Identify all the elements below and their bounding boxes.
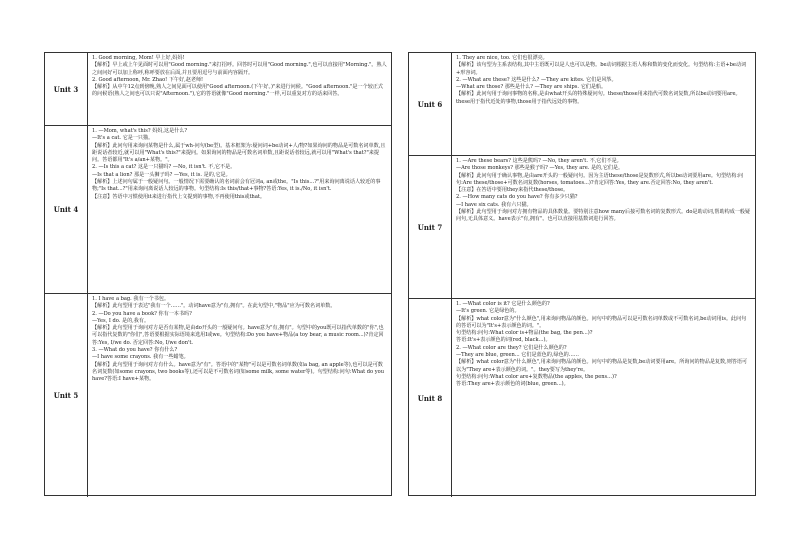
text-line: 【解析】what color意为"什么颜色",用来询问物品的颜色。问句中的物品可以是可数名词单数或不可数名词,be动词用is。此问句的答语可以为"It's+表示颜色的词。"。 bbox=[456, 315, 747, 329]
text-line: 答语:They are+表示颜色的词(blue, green...)。 bbox=[456, 381, 569, 388]
unit-label: Unit 5 bbox=[45, 294, 88, 497]
text-line: 1. Good morning, Mom! 早上好,妈妈! bbox=[92, 55, 185, 61]
text-line: —Yes, I do. 是的,我有。 bbox=[92, 317, 150, 324]
text-line: 句型结构:问句:What color are+复数物品(the apples, the pens...)? bbox=[456, 373, 617, 380]
unit-6-row bbox=[409, 53, 755, 156]
text-line: 【解析】此句型用于询问对方是否有某物,是由do开头的一般疑问句。have意为"有,拥有"。句型中的you既可以指代单数的"你",也可以指代复数的"你们",答语要根据实际语境来选用I或we。句型结构:Do you have+物品(a toy bear, a music room...)?肯定回答:Yes, I/we do. 否定回答:No, I/we don't. bbox=[92, 325, 384, 346]
unit-label: Unit 8 bbox=[409, 299, 452, 497]
text-line: 【解析】此问句用来询问某物是什么,属于wh-问句(be型)。基本框架为:疑问词+be动词+人/物?如果询问的物品是可数名词单数,且距说话者较近,就可以用"What's this?"来提问。如果询问的物品是可数名词单数,且距说话者较远,就可以用"What's that?"来提问。答语都用"It's a/an+某物。"。 bbox=[92, 142, 386, 164]
text-line: —I have some crayons. 我有一些蜡笔。 bbox=[92, 354, 189, 361]
text-line: 2. —What color are they? 它们是什么颜色的? bbox=[456, 344, 567, 351]
text-line: 1. They are nice, too. 它们也很漂亮。 bbox=[456, 55, 548, 61]
text-line: 【注意】答语中习惯使用it来进行指代上文提到的事物,不再使用this或that。 bbox=[92, 193, 265, 200]
text-line: 【解析】此问句用于确认事物,是由are开头的一般疑问句。因为主语these/those是复数形式,所以be动词要用are。句型结构:问句:Are these/those+可数名词复数(horses, tomatoes...)?肯定回答:Yes, they are.否定回答:No, they aren't. bbox=[456, 172, 744, 186]
text-line: 【解析】从中午12点到傍晚,熟人之间见面可以使用"Good afternoon.(下午好。)"来进行问候。"Good afternoon."是一个较正式的问候语(熟人之间也可以只说"Afternoon."),它的答语就像"Good morning."一样,可以重复对方的话来回答。 bbox=[92, 84, 383, 98]
text-line: 1. I have a bag. 我有一个书包。 bbox=[92, 296, 170, 302]
text-line: 【解析】此句型用于询问对方有什么。have意为"有"。答语中的"某物"可以是可数名词单数(如a bag, an apple等),也可以是可数名词复数(如some crayons, two books等),还可以是不可数名词(如some milk, some water等)。句型结构:问句:What do you have?答语:I have+某物。 bbox=[92, 361, 384, 383]
text-line: —Are those monkeys? 那些是猴子吗? —Yes, they are. 是的,它们是。 bbox=[456, 165, 624, 172]
unit-label: Unit 7 bbox=[409, 156, 452, 298]
unit-3-row bbox=[45, 53, 391, 126]
text-line: 【解析】此句型用于询问对方拥有物品的具体数量。要特别注意how many后接可数名词的复数形式。do是助动词,帮助构成一般疑问句,无具体意义。have表示"有,拥有"。也可以直接用基数词进行回答。 bbox=[456, 209, 751, 223]
unit-content bbox=[88, 126, 391, 293]
unit-content bbox=[452, 53, 755, 155]
unit-7-row bbox=[409, 156, 755, 299]
unit-label: Unit 6 bbox=[409, 53, 452, 155]
unit-label: Unit 4 bbox=[45, 126, 88, 293]
unit-content bbox=[88, 53, 391, 125]
text-line: 1. —Mom, what's this? 妈妈,这是什么? bbox=[92, 128, 188, 134]
unit-content bbox=[88, 294, 391, 497]
text-line: —It's a cat. 它是一只猫。 bbox=[92, 135, 154, 142]
worksheet-page bbox=[44, 52, 756, 496]
text-line: 2. —What are these? 这些是什么? —They are kites. 它们是风筝。 bbox=[456, 76, 617, 83]
text-line: 1. —What color is it? 它是什么颜色的? bbox=[456, 301, 550, 307]
text-line: 【解析】上述问句属于一般疑问句。一般情况下需要确认的名词前会有冠词a, an或the。"Is this...?"用来询问离说话人较近的事物;"Is that...?"用来询问离说话人较远的事物。句型结构:Is this/that+事物?答语:Yes, it is./No, it isn't. bbox=[92, 179, 381, 193]
text-line: 3. —What do you have? 你有什么? bbox=[92, 347, 178, 354]
unit-5-row bbox=[45, 294, 391, 497]
text-line: 答语:It's+表示颜色的词(red, black...)。 bbox=[456, 337, 551, 344]
text-line: 2. —Is this a cat? 这是一只猫吗? —No, it isn't. 不,它不是。 bbox=[92, 164, 236, 171]
left-table bbox=[44, 52, 392, 496]
text-line: 1. —Are these bears? 这些是熊吗? —No, they aren't. 不,它们不是。 bbox=[456, 158, 622, 164]
unit-4-row bbox=[45, 126, 391, 294]
text-line: 【注意】在答语中要用they来指代these/those。 bbox=[456, 187, 569, 194]
text-line: 2. —Do you have a book? 你有一本书吗? bbox=[92, 310, 192, 317]
unit-content bbox=[452, 299, 755, 497]
text-line: —They are blue, green... 它们是蓝色的,绿色的…… bbox=[456, 352, 579, 359]
unit-label: Unit 3 bbox=[45, 53, 88, 125]
text-line: —It's green. 它是绿色的。 bbox=[456, 308, 520, 315]
unit-8-row bbox=[409, 299, 755, 497]
text-line: 句型结构:问句:What color is+物品(the bag, the pen...)? bbox=[456, 330, 593, 337]
text-line: 【解析】该句型为主系表结构,其中主语既可以是人也可以是物。be动词根据主语人称和数的变化而变化。句型结构:主语+be动词+形容词。 bbox=[456, 62, 747, 76]
unit-content bbox=[452, 156, 755, 298]
text-line: 【解析】早上或上午见面时可以用"Good morning."来打招呼。回答时可以用"Good morning.",也可以直接用"Morning."。熟人之间问好可以加上称呼,称呼要放在后面,并且要用逗号与前面内容隔开。 bbox=[92, 62, 387, 76]
text-line: —I have six cats. 我有六只猫。 bbox=[456, 201, 532, 208]
text-line: 【解析】what color意为"什么颜色",用来询问物品的颜色。问句中的物品是复数,be动词要用are。所询问的物品是复数,则答语可以为"They are+表示颜色的词。"。they要写为they're。 bbox=[456, 359, 748, 373]
text-line: 【解析】此句型用于表达"我有一个……"。动词have意为"有,拥有"。在此句型中,"物品"应为可数名词单数。 bbox=[92, 303, 336, 310]
right-table bbox=[408, 52, 756, 496]
text-line: 2. Good afternoon, Mr. Zhao! 下午好,赵老师! bbox=[92, 76, 204, 83]
text-line: —What are those? 那些是什么? —They are ships. 它们是船。 bbox=[456, 84, 607, 91]
text-line: —Is that a lion? 那是一头狮子吗? —Yes, it is. 是的,它是。 bbox=[92, 171, 231, 178]
text-line: 【解析】此问句用于询问事物的名称,是由what开头的特殊疑问句。these/those用来指代可数名词复数,所以be动词要用are。these用于指代近处的事物,those用于指代远处的事物。 bbox=[456, 91, 741, 105]
text-line: 2. —How many cats do you have? 你有多少只猫? bbox=[456, 194, 578, 201]
